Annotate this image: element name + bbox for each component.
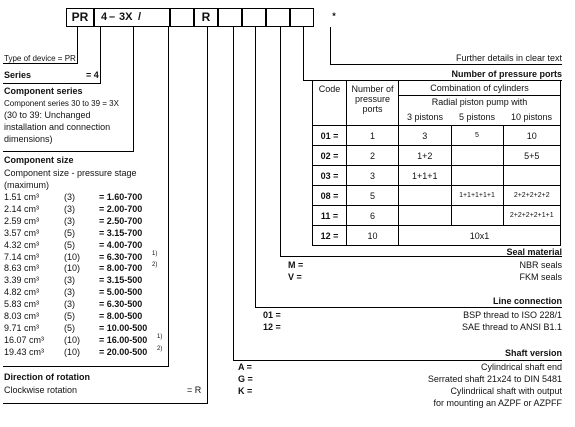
ports-table-row [313, 146, 561, 166]
size-displacement: 8.03 cm³ [4, 311, 40, 321]
row-ports: 10 [347, 226, 399, 246]
shaft-code-g: G = [238, 374, 253, 384]
leader-series-h [3, 83, 101, 84]
leader-type [77, 27, 78, 63]
leader-component-series [133, 27, 134, 151]
ports-table-row [313, 166, 561, 186]
row-3-pistons [399, 186, 452, 206]
seal-title: Seal material [506, 247, 562, 257]
header-radial: Radial piston pump with [399, 96, 561, 109]
leader-rotation [207, 27, 208, 404]
row-10-pistons: 2+2+2+2+2 [503, 186, 561, 206]
size-code: = 3.15-700 [99, 227, 143, 238]
row-10-pistons: 2+2+2+2+1+1 [503, 206, 561, 226]
row-3-pistons: 1+1+1 [399, 166, 452, 186]
size-pistons: (5) [64, 311, 75, 321]
leader-line-h [255, 307, 562, 308]
shaft-text-g: Serrated shaft 21x24 to DIN 5481 [427, 374, 562, 384]
row-code: 08 = [313, 186, 347, 206]
header-5-pistons: 5 pistons [451, 108, 503, 126]
row-5-pistons: 1+1+1+1+1 [451, 186, 503, 206]
leader-shaft [233, 27, 234, 361]
size-displacement: 7.14 cm³ [4, 251, 40, 262]
size-code: = 10.00-500 [99, 322, 148, 333]
size-pistons: (3) [64, 275, 75, 286]
pressure-ports-table [312, 80, 561, 246]
size-pistons: (10) [64, 251, 81, 262]
size-pistons: (5) [64, 322, 75, 333]
shaft-code-k: K = [238, 386, 253, 396]
size-displacement: 4.82 cm³ [4, 287, 40, 298]
shaft-title: Shaft version [504, 348, 562, 358]
component-series-line3: installation and connection [4, 122, 111, 132]
size-code: = 20.00-500 [99, 346, 148, 357]
header-10-pistons: 10 pistons [503, 108, 561, 126]
row-3-pistons: 1+2 [399, 146, 452, 166]
line-title: Line connection [492, 296, 562, 306]
size-code: = 5.00-500 [99, 287, 143, 298]
component-series-title: Component series [4, 86, 83, 96]
size-displacement: 3.39 cm³ [4, 275, 40, 286]
size-footnote: 1) [152, 250, 158, 257]
further-details: Further details in clear text [455, 53, 562, 63]
size-pistons: (3) [64, 287, 75, 298]
row-ports: 1 [347, 126, 399, 146]
component-size-sub2: (maximum) [4, 180, 49, 190]
rotation-code: = R [187, 385, 202, 395]
line-code-01: 01 = [263, 310, 281, 320]
header-number-line2: pressure [354, 94, 390, 104]
line-code-12: 12 = [263, 322, 281, 332]
size-pistons: (5) [64, 239, 75, 250]
code-box-type: PR [66, 8, 94, 27]
size-displacement: 16.07 cm³ [4, 334, 45, 345]
size-code: = 6.30-500 [99, 299, 143, 310]
rotation-title: Direction of rotation [4, 372, 90, 382]
row-ports: 3 [347, 166, 399, 186]
size-pistons: (3) [64, 192, 75, 202]
size-displacement: 3.57 cm³ [4, 227, 40, 238]
ports-table-row [313, 186, 561, 206]
size-displacement: 19.43 cm³ [4, 346, 45, 357]
size-code: = 2.50-700 [99, 215, 143, 226]
size-code: = 8.00-700 [99, 263, 143, 274]
header-combination: Combination of cylinders [399, 81, 561, 96]
leader-ports [303, 27, 304, 81]
size-footnote: 1) [157, 333, 163, 340]
leader-component-series-h [3, 151, 134, 152]
row-10-pistons: 10 [503, 126, 561, 146]
row-code: 01 = [313, 126, 347, 146]
size-pistons: (3) [64, 203, 75, 214]
code-box-line [242, 8, 266, 27]
ports-title: Number of pressure ports [451, 69, 562, 79]
size-displacement: 5.83 cm³ [4, 299, 40, 310]
header-number-line1: Number of [351, 84, 394, 94]
row-3-pistons [399, 206, 452, 226]
size-displacement: 1.51 cm³ [4, 192, 40, 202]
code-slash: / [138, 11, 142, 23]
row-ports: 5 [347, 186, 399, 206]
seal-text-m: NBR seals [519, 260, 562, 270]
ports-table-row [313, 226, 561, 246]
shaft-text-k: Cylindriical shaft with output [450, 386, 562, 396]
series-value: = 4 [86, 70, 99, 80]
header-3-pistons: 3 pistons [399, 108, 452, 126]
leader-further [330, 27, 331, 65]
row-combination-merged: 10x1 [399, 226, 561, 246]
row-5-pistons: 5 [451, 126, 503, 146]
code-series: 4 [101, 11, 108, 23]
size-displacement: 4.32 cm³ [4, 239, 40, 250]
size-code: = 1.60-700 [99, 192, 143, 202]
rotation-text: Clockwise rotation [4, 385, 78, 395]
component-series-line1: Component series 30 to 39 = 3X [4, 99, 119, 108]
type-label: Type of device = PR [4, 54, 76, 63]
leader-line [255, 27, 256, 308]
size-code: = 6.30-700 [99, 251, 143, 262]
component-size-sub1: Component size - pressure stage [4, 168, 137, 178]
size-pistons: (10) [64, 334, 81, 345]
leader-rotation-h [3, 403, 208, 404]
size-code: = 8.00-500 [99, 311, 143, 321]
seal-text-v: FKM seals [519, 272, 562, 282]
size-pistons: (10) [64, 263, 81, 274]
shaft-code-a: A = [238, 362, 252, 372]
row-5-pistons [451, 146, 503, 166]
ports-table-row [313, 126, 561, 146]
size-pistons: (10) [64, 346, 81, 357]
code-box-further: * [332, 11, 336, 21]
header-number-line3: ports [362, 104, 383, 114]
line-text-01: BSP thread to ISO 228/1 [463, 310, 562, 320]
leader-shaft-h [233, 360, 562, 361]
component-series-line2: (30 to 39: Unchanged [4, 110, 91, 120]
size-footnote: 2) [157, 345, 163, 352]
size-code: = 2.00-700 [99, 203, 143, 214]
row-ports: 6 [347, 206, 399, 226]
row-code: 03 = [313, 166, 347, 186]
size-displacement: 9.71 cm³ [4, 322, 40, 333]
leader-seal [280, 27, 281, 257]
code-box-ports [290, 8, 314, 27]
shaft-text-a: Cylindrical shaft end [480, 362, 562, 372]
leader-further-h [330, 64, 562, 65]
code-box-shaft [218, 8, 242, 27]
header-code: Code [313, 81, 347, 126]
seal-code-v: V = [288, 272, 302, 282]
row-code: 02 = [313, 146, 347, 166]
size-code: = 4.00-700 [99, 239, 143, 250]
row-code: 11 = [313, 206, 347, 226]
seal-code-m: M = [288, 260, 304, 270]
row-10-pistons: 5+5 [503, 146, 561, 166]
row-3-pistons: 3 [399, 126, 452, 146]
component-size-title: Component size [4, 155, 74, 165]
code-box-size [170, 8, 194, 27]
size-pistons: (5) [64, 227, 75, 238]
code-box-seal [266, 8, 290, 27]
row-ports: 2 [347, 146, 399, 166]
size-displacement: 8.63 cm³ [4, 263, 40, 274]
line-text-12: SAE thread to ANSI B1.1 [461, 322, 562, 332]
size-code: = 16.00-500 [99, 334, 148, 345]
row-5-pistons [451, 166, 503, 186]
size-footnote: 2) [152, 262, 158, 269]
row-code: 12 = [313, 226, 347, 246]
series-label: Series [4, 70, 32, 80]
leader-series [100, 27, 101, 83]
size-code: = 3.15-500 [99, 275, 143, 286]
size-pistons: (3) [64, 215, 75, 226]
code-dash: – [109, 11, 116, 23]
leader-size [168, 27, 169, 367]
component-series-line4: dimensions) [4, 134, 53, 144]
code-box-series-component [94, 8, 170, 27]
shaft-text-k-extra: for mounting an AZPF or AZPFF [433, 398, 562, 408]
code-component-series: 3X [119, 11, 133, 23]
size-displacement: 2.59 cm³ [4, 215, 40, 226]
header-number-ports [347, 81, 399, 126]
leader-size-h [3, 366, 169, 367]
size-pistons: (3) [64, 299, 75, 310]
size-displacement: 2.14 cm³ [4, 203, 40, 214]
row-5-pistons [451, 206, 503, 226]
row-10-pistons [503, 166, 561, 186]
ports-table-row [313, 206, 561, 226]
code-box-rotation: R [194, 8, 218, 27]
